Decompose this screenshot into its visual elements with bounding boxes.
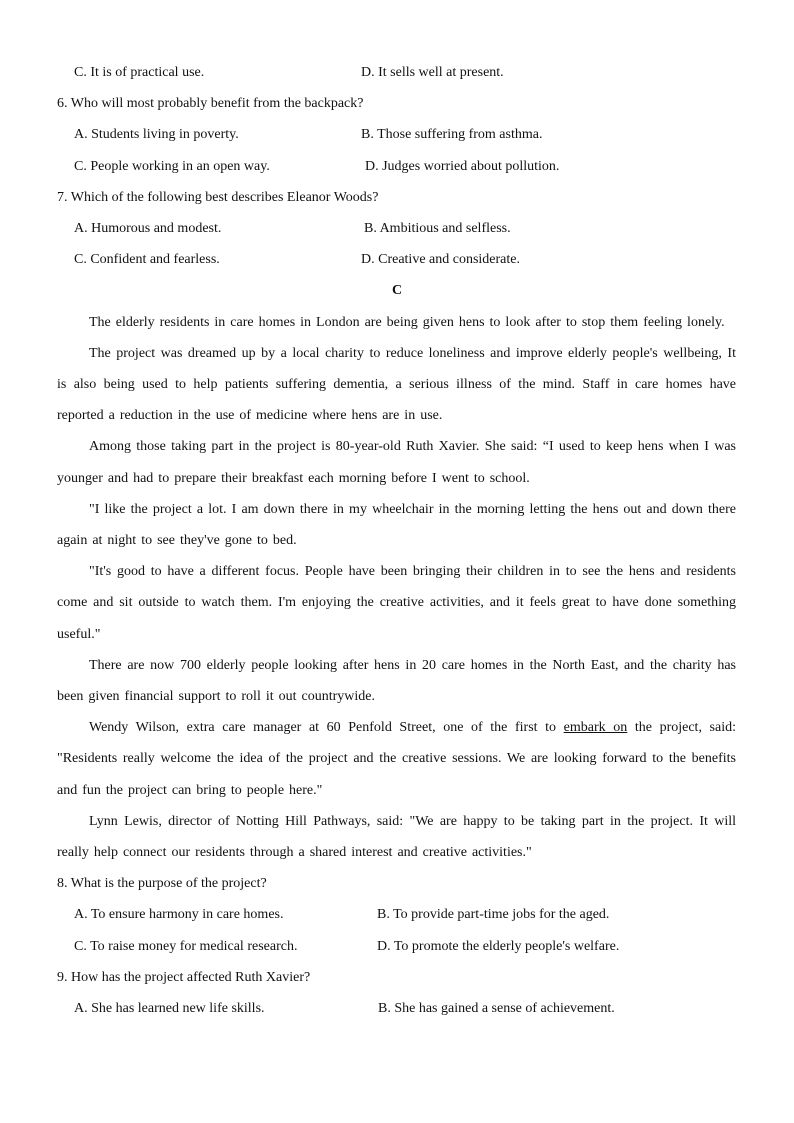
options-row: [0, 931, 794, 962]
options-row: [0, 244, 794, 275]
option-c: C. To raise money for medical research.: [74, 938, 298, 954]
paragraph-text: Wendy Wilson, extra care manager at 60 Penfold Street, one of the first to: [89, 720, 564, 736]
option-b: B. Those suffering from asthma.: [361, 127, 543, 143]
exam-page: [0, 57, 794, 1024]
options-row: [0, 213, 794, 244]
option-b: B. Ambitious and selfless.: [364, 220, 511, 236]
passage-paragraph: [0, 712, 794, 806]
passage-paragraph: Lynn Lewis, director of Notting Hill Pathways, said: "We are happy to be taking part in the project. It will really help connect our residents through a shared interest and creative activities.": [57, 813, 736, 860]
options-row: [0, 899, 794, 930]
options-row: [0, 151, 794, 182]
underlined-phrase: embark on: [563, 720, 628, 736]
option-c: C. Confident and fearless.: [74, 252, 220, 268]
section-heading: C: [391, 283, 403, 299]
option-d: D. Judges worried about pollution.: [365, 158, 560, 174]
passage-paragraph: There are now 700 elderly people looking after hens in 20 care homes in the North East, and the charity has been given financial support to roll it out countrywide.: [57, 657, 736, 704]
option-b: B. She has gained a sense of achievement.: [378, 1000, 615, 1016]
option-a: A. Students living in poverty.: [74, 127, 239, 143]
option-b: B. To provide part-time jobs for the aged.: [377, 907, 610, 923]
paragraph-text: the project, said: "Residents really welcome the idea of the project and the creative sessions. We are looking forward to the benefits and fun the project can bring to people here.": [57, 720, 736, 798]
passage-paragraph: Among those taking part in the project is 80-year-old Ruth Xavier. She said: “I used to keep hens when I was younger and had to prepare their breakfast each morning before I went to school.: [57, 439, 736, 486]
options-row: [0, 57, 794, 88]
options-row: [0, 119, 794, 150]
option-a: A. To ensure harmony in care homes.: [74, 907, 284, 923]
option-d: D. It sells well at present.: [361, 65, 504, 80]
options-row: [0, 993, 794, 1024]
option-d: D. Creative and considerate.: [361, 252, 520, 268]
option-c: C. People working in an open way.: [74, 158, 270, 174]
question-6-stem: 6. Who will most probably benefit from the backpack?: [57, 96, 364, 112]
option-a: A. Humorous and modest.: [74, 220, 222, 236]
option-d: D. To promote the elderly people's welfare.: [377, 938, 620, 954]
question-7-stem: 7. Which of the following best describes Eleanor Woods?: [57, 189, 379, 205]
question-8-stem: 8. What is the purpose of the project?: [57, 876, 267, 892]
option-c: C. It is of practical use.: [74, 65, 205, 80]
passage-paragraph: The elderly residents in care homes in London are being given hens to look after to stop them feeling lonely.: [89, 314, 725, 330]
option-a: A. She has learned new life skills.: [74, 1000, 265, 1016]
question-9-stem: 9. How has the project affected Ruth Xavier?: [57, 969, 311, 985]
passage-paragraph: "I like the project a lot. I am down there in my wheelchair in the morning letting the hens out and down there again at night to see they've gone to bed.: [57, 501, 736, 548]
passage-paragraph: The project was dreamed up by a local charity to reduce loneliness and improve elderly people's wellbeing, It is also being used to help patients suffering dementia, a serious illness of the mind. Staff in care homes have reported a reduction in the use of medicine where hens are in use.: [57, 345, 736, 424]
passage-paragraph: "It's good to have a different focus. People have been bringing their children in to see the hens and residents come and sit outside to watch them. I'm enjoying the creative activities, and it feels great to have done something useful.": [57, 564, 736, 642]
